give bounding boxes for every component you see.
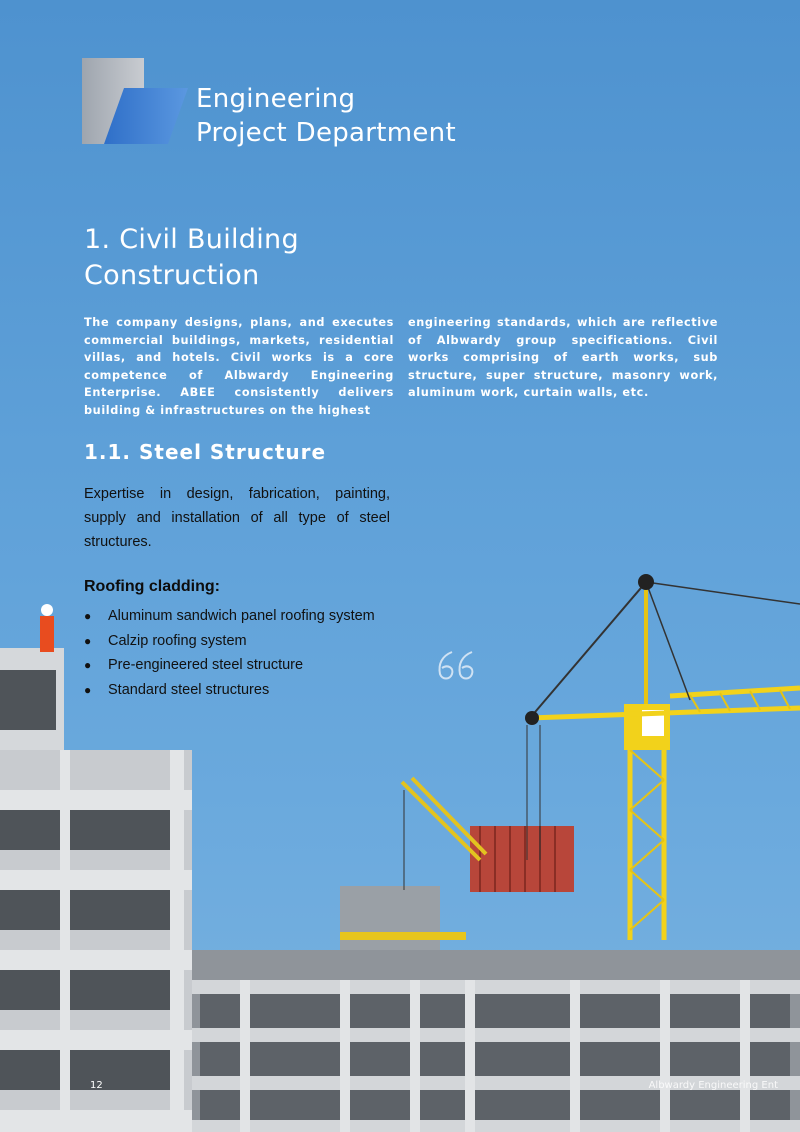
intro-paragraph-left: The company designs, plans, and executes commercial buildings, markets, residential villas, and hotels. Civil works is a core competence of Albwardy Engineering Enterprise. ABEE consistently delivers building & infrastructures on the highest xyxy=(84,316,394,417)
bullet-icon: ● xyxy=(84,609,92,624)
bullet-icon: ● xyxy=(84,633,92,648)
list-item-text: Standard steel structures xyxy=(108,681,270,698)
bullet-icon: ● xyxy=(84,658,92,673)
footer-company-name: Albwardy Engineering Ent xyxy=(648,1080,778,1091)
steel-structure-description: Expertise in design, fabrication, painting, supply and installation of all type of steel structures. xyxy=(84,486,390,550)
roofing-list xyxy=(84,604,375,702)
intro-paragraph-right: engineering standards, which are reflective of Albwardy group specifications. Civil works comprising of earth works, sub structure, super structure, masonry work, aluminum work, curtain walls, etc. xyxy=(408,316,718,400)
quote-mark-icon xyxy=(436,648,476,684)
list-item xyxy=(84,604,375,629)
department-title xyxy=(196,82,456,150)
list-item xyxy=(84,629,375,654)
page-number: 12 xyxy=(90,1080,103,1091)
department-title-line2: Project Department xyxy=(196,118,456,148)
section-title xyxy=(84,222,299,294)
bullet-icon: ● xyxy=(84,682,92,697)
department-title-line1: Engineering xyxy=(196,84,356,114)
list-item-text: Pre-engineered steel structure xyxy=(108,657,304,674)
list-item xyxy=(84,653,375,678)
list-item xyxy=(84,678,375,703)
section-title-line2: Construction xyxy=(84,260,260,291)
steel-structure-heading: 1.1. Steel Structure xyxy=(84,440,327,464)
roofing-cladding-heading: Roofing cladding: xyxy=(84,578,220,595)
list-item-text: Aluminum sandwich panel roofing system xyxy=(108,608,375,625)
list-item-text: Calzip roofing system xyxy=(108,632,247,649)
parallelogram-logo-icon xyxy=(82,58,192,146)
section-title-line1: 1. Civil Building xyxy=(84,224,299,255)
